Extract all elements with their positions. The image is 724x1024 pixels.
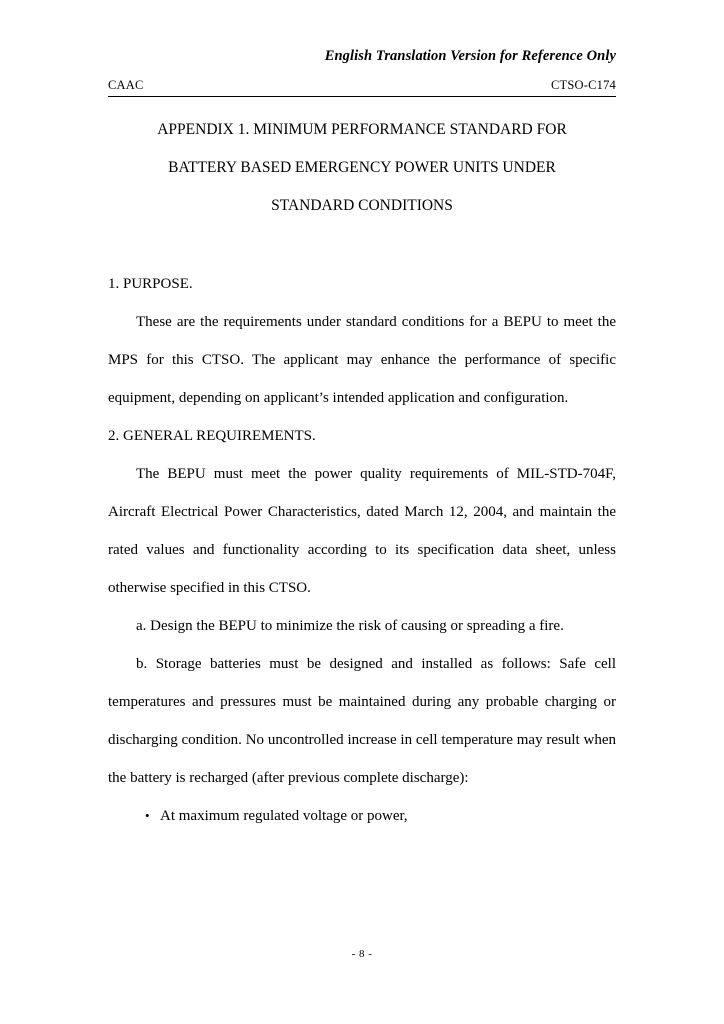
paragraph-item-b: b. Storage batteries must be designed and installed as follows: Safe cell temperatures and pressures must be maintained during any probable charging or discharging condition. No uncontrolled increase in cell temperature may result when the battery is recharged (after previous complete discharge): — [108, 656, 616, 787]
section-heading-purpose: 1. PURPOSE. — [108, 276, 193, 293]
title-body-spacer — [108, 225, 616, 265]
bullet-icon: • — [145, 808, 150, 824]
list-item — [108, 797, 616, 835]
section-heading-general-requirements: 2. GENERAL REQUIREMENTS. — [108, 428, 316, 445]
page-content — [108, 0, 616, 835]
paragraph-general-requirements: The BEPU must meet the power quality requirements of MIL-STD-704F, Aircraft Electrical Power Characteristics, dated March 12, 2004, and maintain the rated values and functionality according to its specification data sheet, unless otherwise specified in this CTSO. — [108, 466, 616, 597]
page-title — [108, 111, 616, 225]
page-title-line-2: BATTERY BASED EMERGENCY POWER UNITS UNDER — [168, 159, 556, 177]
header-organization: CAAC — [108, 78, 144, 93]
paragraph-purpose: These are the requirements under standard conditions for a BEPU to meet the MPS for this CTSO. The applicant may enhance the performance of specific equipment, depending on applicant’s intended application and configuration. — [108, 314, 616, 407]
list-item-label: At maximum regulated voltage or power, — [160, 808, 408, 825]
header-document-number: CTSO-C174 — [550, 78, 616, 93]
page-number: - 8 - — [351, 948, 373, 960]
paragraph-item-a: a. Design the BEPU to minimize the risk of causing or spreading a fire. — [136, 618, 564, 635]
page-header-rule — [108, 78, 616, 97]
page-title-line-1: APPENDIX 1. MINIMUM PERFORMANCE STANDARD FOR — [157, 121, 567, 139]
page-title-line-3: STANDARD CONDITIONS — [271, 197, 453, 215]
running-head: English Translation Version for Reference Only — [324, 48, 616, 64]
